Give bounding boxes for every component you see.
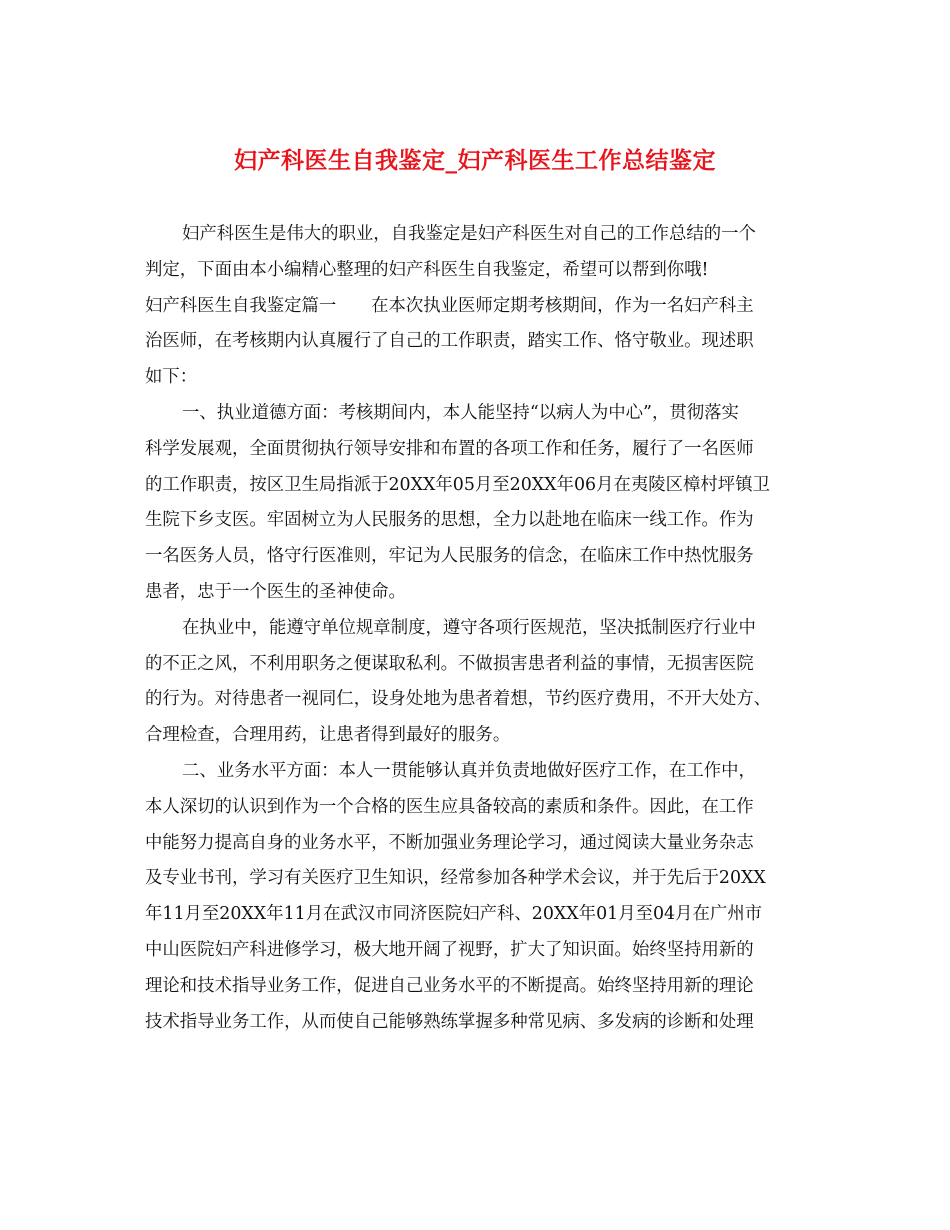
paragraph-line: 二、业务水平方面：本人一贯能够认真并负责地做好医疗工作，在工作中， (182, 760, 756, 781)
document-body (145, 217, 805, 1040)
paragraph-line: 一名医务人员，恪守行医准则，牢记为人民服务的信念，在临床工作中热忱服务 (145, 546, 754, 567)
paragraph-line: 一、执业道德方面：考核期间内，本人能坚持“以病人为中心”，贯彻落实 (182, 402, 739, 423)
paragraph-line: 治医师，在考核期内认真履行了自己的工作职责，踏实工作、恪守敬业。现述职 (145, 331, 754, 352)
paragraph-line: 年11月至20XX年11月在武汉市同济医院妇产科、20XX年01月至04月在广州市 (145, 904, 763, 925)
paragraph-line: 生院下乡支医。牢固树立为人民服务的思想，全力以赴地在临床一线工作。作为 (145, 510, 754, 531)
paragraph-line: 患者，忠于一个医生的圣神使命。 (145, 581, 406, 602)
paragraph-line: 科学发展观，全面贯彻执行领导安排和布置的各项工作和任务，履行了一名医师 (145, 438, 754, 459)
paragraph-line: 的不正之风，不利用职务之便谋取私利。不做损害患者利益的事情，无损害医院 (145, 653, 754, 674)
paragraph-line: 判定，下面由本小编精心整理的妇产科医生自我鉴定，希望可以帮到你哦! (145, 259, 709, 280)
paragraph-line: 合理检查，合理用药，让患者得到最好的服务。 (145, 725, 511, 746)
paragraph-line: 本人深切的认识到作为一个合格的医生应具备较高的素质和条件。因此，在工作 (145, 796, 754, 817)
paragraph-line: 中山医院妇产科进修学习，极大地开阔了视野，扩大了知识面。始终坚持用新的 (145, 939, 754, 960)
paragraph-line: 理论和技术指导业务工作，促进自己业务水平的不断提高。始终坚持用新的理论 (145, 975, 754, 996)
paragraph-line: 在执业中，能遵守单位规章制度，遵守各项行医规范，坚决抵制医疗行业中 (182, 617, 756, 638)
paragraph-line: 的行为。对待患者一视同仁，设身处地为患者着想，节约医疗费用，不开大处方、 (145, 689, 772, 710)
paragraph-line: 如下： (145, 367, 198, 388)
paragraph-line: 妇产科医生自我鉴定篇一 在本次执业医师定期考核期间，作为一名妇产科主 (145, 295, 754, 316)
document-title: 妇产科医生自我鉴定_妇产科医生工作总结鉴定 (234, 148, 716, 174)
paragraph-line: 中能努力提高自身的业务水平，不断加强业务理论学习，通过阅读大量业务杂志 (145, 832, 754, 853)
paragraph-line: 技术指导业务工作，从而使自己能够熟练掌握多种常见病、多发病的诊断和处理 (145, 1011, 754, 1032)
paragraph-line: 妇产科医生是伟大的职业，自我鉴定是妇产科医生对自己的工作总结的一个 (182, 224, 756, 244)
paragraph-line: 的工作职责，按区卫生局指派于20XX年05月至20XX年06月在夷陵区樟村坪镇卫 (145, 474, 770, 495)
paragraph-line: 及专业书刊，学习有关医疗卫生知识，经常参加各种学术会议，并于先后于20XX (145, 868, 766, 889)
